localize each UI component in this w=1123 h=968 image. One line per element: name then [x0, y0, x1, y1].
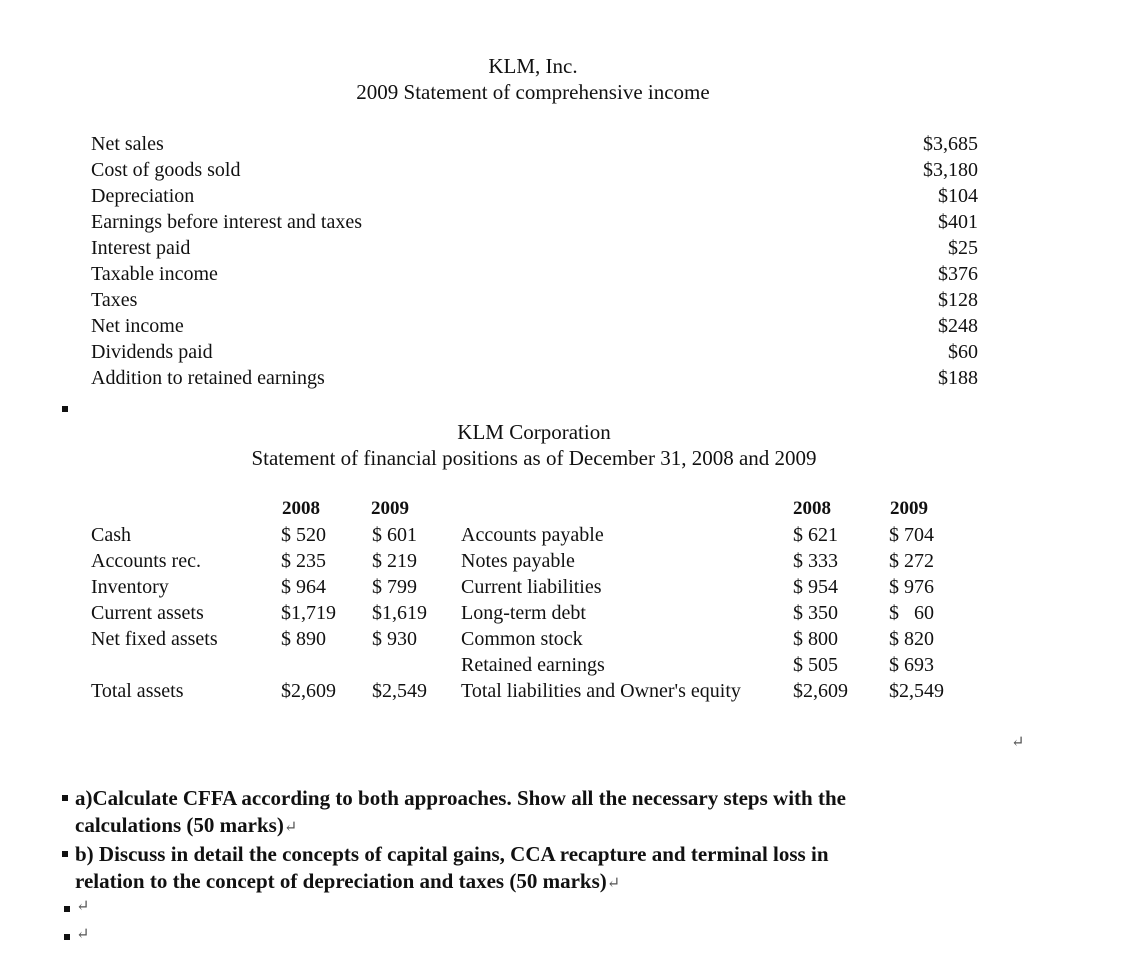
question-bullet [62, 851, 68, 857]
liability-value-2008: $ 505 [793, 654, 838, 676]
liability-label: Retained earnings [461, 654, 605, 676]
asset-value-2009: $ 219 [372, 550, 417, 572]
income-row-label: Depreciation [91, 185, 195, 207]
income-row-label: Dividends paid [91, 341, 213, 363]
income-row-label: Earnings before interest and taxes [91, 211, 363, 233]
liability-value-2008: $ 333 [793, 550, 838, 572]
asset-value-2008: $ 964 [281, 576, 326, 598]
liability-value-2008: $ 350 [793, 602, 838, 624]
header-liab-2009: 2009 [890, 498, 928, 519]
asset-value-2009: $ 601 [372, 524, 417, 546]
question-line-1: a)Calculate CFFA according to both approaches. Show all the necessary steps with the [75, 786, 846, 810]
asset-value-2009: $ 799 [372, 576, 417, 598]
liability-value-2009: $ 693 [889, 654, 934, 676]
asset-value-2008: $1,719 [281, 602, 336, 624]
balance-statement-title: Statement of financial positions as of December 31, 2008 and 2009 [251, 446, 817, 470]
asset-label: Net fixed assets [91, 628, 218, 650]
income-row-value: $104 [938, 185, 978, 207]
question-bullet [62, 795, 68, 801]
question-line-2: calculations (50 marks) [75, 813, 284, 837]
income-values [780, 131, 978, 391]
paragraph-mark: ↵ [1011, 734, 1025, 751]
liability-label: Notes payable [461, 550, 575, 572]
income-labels [91, 131, 591, 391]
liability-value-2008: $ 621 [793, 524, 838, 546]
liability-value-2009: $2,549 [889, 680, 944, 702]
income-statement-title: 2009 Statement of comprehensive income [356, 80, 710, 104]
liability-value-2008: $ 800 [793, 628, 838, 650]
liability-value-2009: $ 704 [889, 524, 934, 546]
income-row-label: Interest paid [91, 237, 191, 259]
question-line-2-wrap [75, 868, 1100, 897]
question-item [60, 785, 1100, 841]
asset-value-2009: $2,549 [372, 680, 427, 702]
question-line-1: b) Discuss in detail the concepts of capital gains, CCA recapture and terminal loss in [75, 842, 829, 866]
balance-sheet-table [0, 496, 1123, 711]
asset-value-2008: $ 890 [281, 628, 326, 650]
asset-value-2009: $ 930 [372, 628, 417, 650]
empty-bullet-2 [64, 934, 70, 940]
income-row-label: Net sales [91, 133, 164, 155]
asset-value-2008: $ 235 [281, 550, 326, 572]
asset-label: Inventory [91, 576, 169, 598]
income-row-value: $248 [938, 315, 978, 337]
liability-value-2009: $ 976 [889, 576, 934, 598]
income-row-value: $376 [938, 263, 978, 285]
questions-list [60, 785, 1100, 897]
question-item [60, 841, 1100, 897]
liability-value-2008: $ 954 [793, 576, 838, 598]
liability-value-2009: $ 60 [889, 602, 934, 624]
empty-bullet-1-mark: ↵ [76, 898, 90, 915]
header-asset-2008: 2008 [282, 498, 320, 519]
income-row-value: $3,180 [923, 159, 978, 181]
question-line-2-wrap [75, 812, 1100, 841]
asset-value-2009: $1,619 [372, 602, 427, 624]
balance-company-title: KLM Corporation [457, 420, 611, 444]
income-row-value: $60 [948, 341, 978, 363]
income-row-value: $3,685 [923, 133, 978, 155]
income-row-value: $128 [938, 289, 978, 311]
income-row-value: $188 [938, 367, 978, 389]
header-liab-2008: 2008 [793, 498, 831, 519]
income-row-label: Taxes [91, 289, 138, 311]
liability-label: Current liabilities [461, 576, 602, 598]
header-asset-2009: 2009 [371, 498, 409, 519]
income-row-label: Addition to retained earnings [91, 367, 325, 389]
liability-value-2009: $ 272 [889, 550, 934, 572]
income-row-label: Net income [91, 315, 184, 337]
bullet-marker [62, 406, 68, 412]
empty-bullet-1 [64, 906, 70, 912]
asset-label: Accounts rec. [91, 550, 201, 572]
income-row-label: Cost of goods sold [91, 159, 241, 181]
question-line-2: relation to the concept of depreciation and taxes (50 marks) [75, 869, 607, 893]
empty-bullet-2-mark: ↵ [76, 926, 90, 943]
asset-value-2008: $2,609 [281, 680, 336, 702]
liability-label: Total liabilities and Owner's equity [461, 680, 741, 702]
paragraph-mark: ↵ [283, 819, 298, 836]
liability-label: Long-term debt [461, 602, 586, 624]
asset-label: Current assets [91, 602, 204, 624]
liability-label: Accounts payable [461, 524, 604, 546]
income-row-value: $401 [938, 211, 978, 233]
income-company-title: KLM, Inc. [488, 54, 578, 78]
liability-value-2008: $2,609 [793, 680, 848, 702]
income-row-value: $25 [948, 237, 978, 259]
liability-label: Common stock [461, 628, 583, 650]
asset-label: Total assets [91, 680, 184, 702]
asset-value-2008: $ 520 [281, 524, 326, 546]
paragraph-mark: ↵ [606, 875, 621, 892]
liability-value-2009: $ 820 [889, 628, 934, 650]
asset-label: Cash [91, 524, 131, 546]
income-row-label: Taxable income [91, 263, 218, 285]
